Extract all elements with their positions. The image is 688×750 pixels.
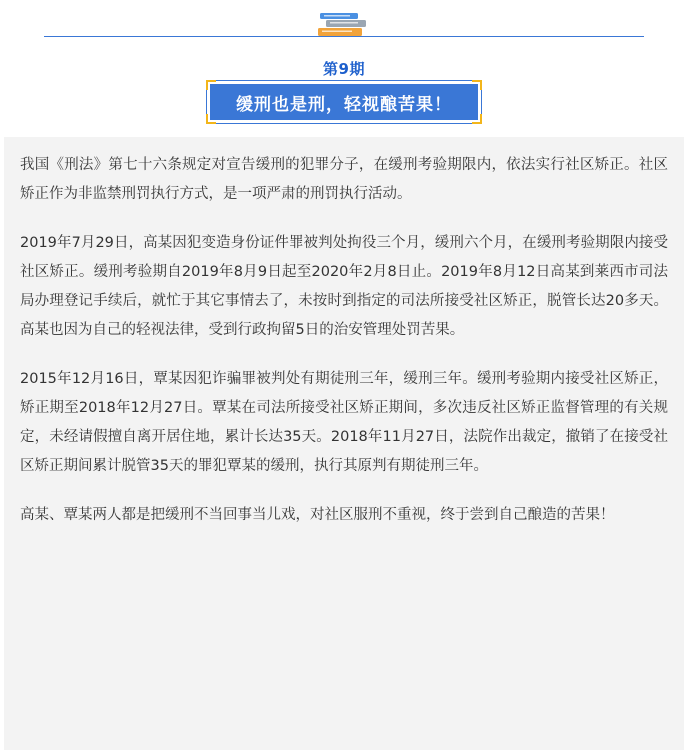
- paragraph-case-qin: 2015年12月16日，覃某因犯诈骗罪被判处有期徒刑三年，缓刑三年。缓刑考验期内接受社区矫正，矫正期至2018年12月27日。覃某在司法所接受社区矫正期间，多次违反社区矫正监督管理的有关规定，未经请假擅自离开居住地，累计长达35天。2018年11月27日，法院作出裁定，撤销了在接受社区矫正期间累计脱管35天的罪犯覃某的缓刑，执行其原判有期徒刑三年。: [20, 371, 668, 474]
- issue-number: 第9期: [323, 60, 365, 78]
- paragraph-intro: 我国《刑法》第七十六条规定对宣告缓刑的犯罪分子，在缓刑考验期限内，依法实行社区矫正。社区矫正作为非监禁刑罚执行方式，是一项严肃的刑罚执行活动。: [20, 157, 668, 202]
- title-banner: [206, 80, 482, 124]
- books-icon: [316, 12, 370, 38]
- article-body: [4, 137, 684, 750]
- page-title: 缓刑也是刑，轻视酿苦果！: [210, 84, 478, 120]
- article-text: [4, 137, 684, 530]
- paragraph-conclusion: 高某、覃某两人都是把缓刑不当回事当儿戏，对社区服刑不重视，终于尝到自己酿造的苦果！: [20, 507, 615, 523]
- paragraph-case-gao: 2019年7月29日，高某因犯变造身份证件罪被判处拘役三个月，缓刑六个月，在缓刑考验期限内接受社区矫正。缓刑考验期自2019年8月9日起至2020年2月8日止。2019年8月12日高某到莱西市司法局办理登记手续后，就忙于其它事情去了，未按时到指定的司法所接受社区矫正，脱管长达20多天。高某也因为自己的轻视法律，受到行政拘留5日的治安管理处罚苦果。: [20, 235, 668, 338]
